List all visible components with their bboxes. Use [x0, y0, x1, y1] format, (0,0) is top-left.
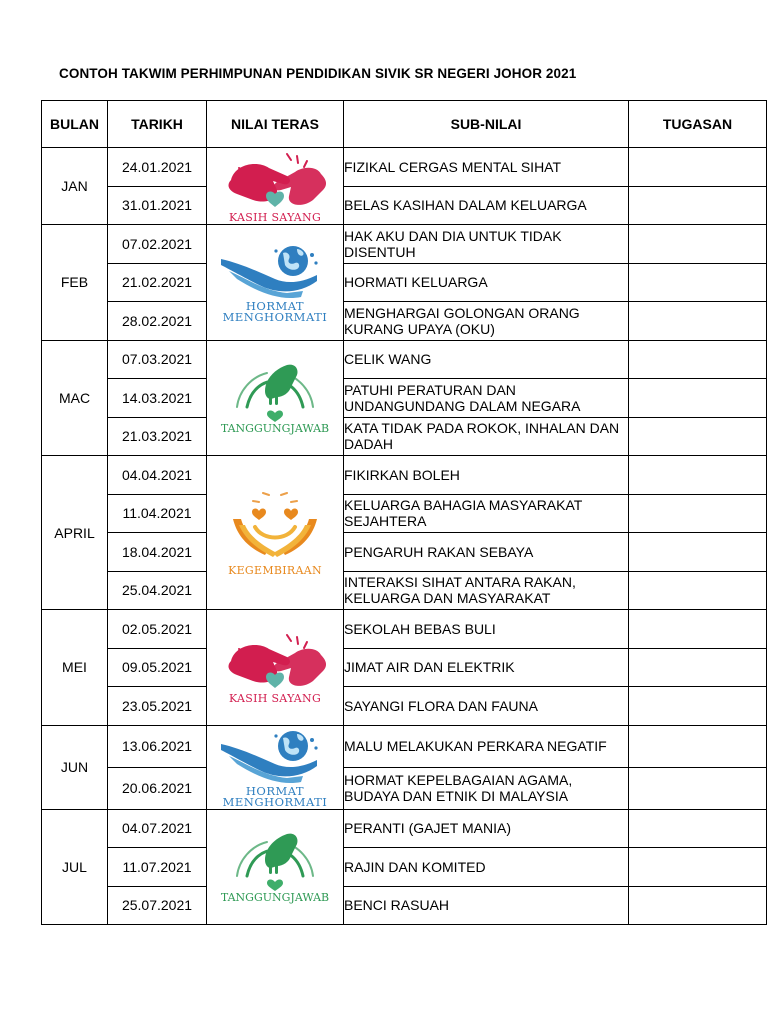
nilai-teras-cell: [207, 456, 344, 610]
nilai-logo: [207, 150, 343, 223]
sub-nilai-cell: HORMATI KELUARGA: [344, 263, 629, 302]
header-sub-nilai: SUB-NILAI: [344, 101, 629, 148]
tugasan-cell[interactable]: [629, 571, 767, 610]
tugasan-cell[interactable]: [629, 687, 767, 726]
tarikh-cell: 21.02.2021: [108, 263, 207, 302]
nilai-caption: KEGEMBIRAAN: [228, 564, 322, 577]
table-row: [42, 809, 767, 848]
tugasan-cell[interactable]: [629, 725, 767, 767]
table-row: [42, 225, 767, 264]
header-nilai-teras: NILAI TERAS: [207, 101, 344, 148]
tugasan-cell[interactable]: [629, 302, 767, 341]
nilai-caption: TANGGUNGJAWAB: [220, 891, 330, 905]
bulan-cell: MAC: [42, 340, 108, 456]
table-row: [42, 687, 767, 726]
sub-nilai-cell: MALU MELAKUKAN PERKARA NEGATIF: [344, 725, 629, 767]
tarikh-cell: 13.06.2021: [108, 725, 207, 767]
nilai-teras-cell: [207, 809, 344, 925]
tarikh-cell: 04.07.2021: [108, 809, 207, 848]
bulan-cell: JAN: [42, 148, 108, 225]
table-row: [42, 379, 767, 418]
table-row: [42, 571, 767, 610]
table-header-row: [42, 101, 767, 148]
tarikh-cell: 23.05.2021: [108, 687, 207, 726]
sub-nilai-cell: SEKOLAH BEBAS BULI: [344, 610, 629, 649]
hands-heart-icon: [217, 631, 333, 693]
nilai-teras-cell: [207, 725, 344, 809]
sub-nilai-cell: KELUARGA BAHAGIA MASYARAKAT SEJAHTERA: [344, 494, 629, 533]
sub-nilai-cell: JIMAT AIR DAN ELEKTRIK: [344, 648, 629, 687]
globe-hands-icon: [217, 726, 333, 786]
header-bulan: BULAN: [42, 101, 108, 148]
sub-nilai-cell: PATUHI PERATURAN DAN UNDANGUNDANG DALAM NEGARA: [344, 379, 629, 418]
sub-nilai-cell: PENGARUH RAKAN SEBAYA: [344, 533, 629, 572]
hands-heart-icon: [217, 150, 333, 212]
hand-heart-plant-icon: [217, 830, 333, 892]
nilai-teras-cell: [207, 148, 344, 225]
table-row: [42, 767, 767, 809]
tarikh-cell: 02.05.2021: [108, 610, 207, 649]
table-row: [42, 302, 767, 341]
sub-nilai-cell: RAJIN DAN KOMITED: [344, 848, 629, 887]
table-row: [42, 886, 767, 925]
nilai-caption-line: MENGHORMATI: [222, 795, 328, 809]
bulan-cell: FEB: [42, 225, 108, 341]
table-row: [42, 725, 767, 767]
tarikh-cell: 24.01.2021: [108, 148, 207, 187]
nilai-teras-cell: [207, 225, 344, 341]
tarikh-cell: 18.04.2021: [108, 533, 207, 572]
bulan-cell: JUL: [42, 809, 108, 925]
tarikh-cell: 28.02.2021: [108, 302, 207, 341]
sub-nilai-cell: SAYANGI FLORA DAN FAUNA: [344, 687, 629, 726]
takwim-table: [41, 100, 767, 925]
sub-nilai-cell: FIKIRKAN BOLEH: [344, 456, 629, 495]
globe-hands-icon: [217, 241, 333, 301]
tarikh-cell: 31.01.2021: [108, 186, 207, 225]
nilai-logo: [207, 726, 343, 809]
nilai-logo: [207, 489, 343, 576]
table-row: [42, 648, 767, 687]
sub-nilai-cell: HORMAT KEPELBAGAIAN AGAMA, BUDAYA DAN ETNIK DI MALAYSIA: [344, 767, 629, 809]
tugasan-cell[interactable]: [629, 379, 767, 418]
nilai-logo: [207, 361, 343, 434]
tarikh-cell: 04.04.2021: [108, 456, 207, 495]
sub-nilai-cell: BELAS KASIHAN DALAM KELUARGA: [344, 186, 629, 225]
tarikh-cell: 20.06.2021: [108, 767, 207, 809]
tugasan-cell[interactable]: [629, 225, 767, 264]
bulan-cell: MEI: [42, 610, 108, 726]
nilai-caption: KASIH SAYANG: [228, 691, 322, 705]
tarikh-cell: 14.03.2021: [108, 379, 207, 418]
sub-nilai-cell: BENCI RASUAH: [344, 886, 629, 925]
tugasan-cell[interactable]: [629, 648, 767, 687]
table-row: [42, 263, 767, 302]
sub-nilai-cell: KATA TIDAK PADA ROKOK, INHALAN DAN DADAH: [344, 417, 629, 456]
tarikh-cell: 07.03.2021: [108, 340, 207, 379]
table-row: [42, 533, 767, 572]
tarikh-cell: 07.02.2021: [108, 225, 207, 264]
tugasan-cell[interactable]: [629, 809, 767, 848]
table-row: [42, 456, 767, 495]
table-row: [42, 610, 767, 649]
tarikh-cell: 09.05.2021: [108, 648, 207, 687]
hand-heart-plant-icon: [217, 361, 333, 423]
nilai-logo: [207, 241, 343, 324]
nilai-teras-cell: [207, 610, 344, 726]
table-row: [42, 340, 767, 379]
bulan-cell: APRIL: [42, 456, 108, 610]
tugasan-cell[interactable]: [629, 456, 767, 495]
nilai-caption: TANGGUNGJAWAB: [220, 422, 330, 436]
sub-nilai-cell: INTERAKSI SIHAT ANTARA RAKAN, KELUARGA DAN MASYARAKAT: [344, 571, 629, 610]
tugasan-cell[interactable]: [629, 417, 767, 456]
table-body: [42, 148, 767, 925]
tugasan-cell[interactable]: [629, 767, 767, 809]
smile-hands-icon: [217, 489, 333, 565]
nilai-caption: KASIH SAYANG: [228, 210, 322, 224]
tarikh-cell: 25.07.2021: [108, 886, 207, 925]
tarikh-cell: 11.04.2021: [108, 494, 207, 533]
tugasan-cell[interactable]: [629, 494, 767, 533]
nilai-caption-line: HORMAT: [245, 298, 305, 313]
table-row: [42, 848, 767, 887]
tugasan-cell[interactable]: [629, 263, 767, 302]
page-title: CONTOH TAKWIM PERHIMPUNAN PENDIDIKAN SIVIK SR NEGERI JOHOR 2021: [59, 66, 577, 81]
nilai-caption-line: HORMAT: [245, 783, 305, 798]
tugasan-cell[interactable]: [629, 148, 767, 187]
tugasan-cell[interactable]: [629, 886, 767, 925]
nilai-caption: [222, 298, 328, 325]
table-row: [42, 148, 767, 187]
tugasan-cell[interactable]: [629, 848, 767, 887]
nilai-logo: [207, 830, 343, 903]
tugasan-cell[interactable]: [629, 340, 767, 379]
tarikh-cell: 21.03.2021: [108, 417, 207, 456]
tugasan-cell[interactable]: [629, 533, 767, 572]
header-tarikh: TARIKH: [108, 101, 207, 148]
tarikh-cell: 11.07.2021: [108, 848, 207, 887]
sub-nilai-cell: MENGHARGAI GOLONGAN ORANG KURANG UPAYA (OKU): [344, 302, 629, 341]
bulan-cell: JUN: [42, 725, 108, 809]
sub-nilai-cell: PERANTI (GAJET MANIA): [344, 809, 629, 848]
nilai-caption-line: MENGHORMATI: [222, 310, 328, 325]
header-tugasan: TUGASAN: [629, 101, 767, 148]
table-row: [42, 417, 767, 456]
table-row: [42, 186, 767, 225]
sub-nilai-cell: FIZIKAL CERGAS MENTAL SIHAT: [344, 148, 629, 187]
sub-nilai-cell: CELIK WANG: [344, 340, 629, 379]
sub-nilai-cell: HAK AKU DAN DIA UNTUK TIDAK DISENTUH: [344, 225, 629, 264]
nilai-caption: [222, 783, 328, 809]
tarikh-cell: 25.04.2021: [108, 571, 207, 610]
tugasan-cell[interactable]: [629, 610, 767, 649]
nilai-logo: [207, 631, 343, 704]
tugasan-cell[interactable]: [629, 186, 767, 225]
table-row: [42, 494, 767, 533]
nilai-teras-cell: [207, 340, 344, 456]
